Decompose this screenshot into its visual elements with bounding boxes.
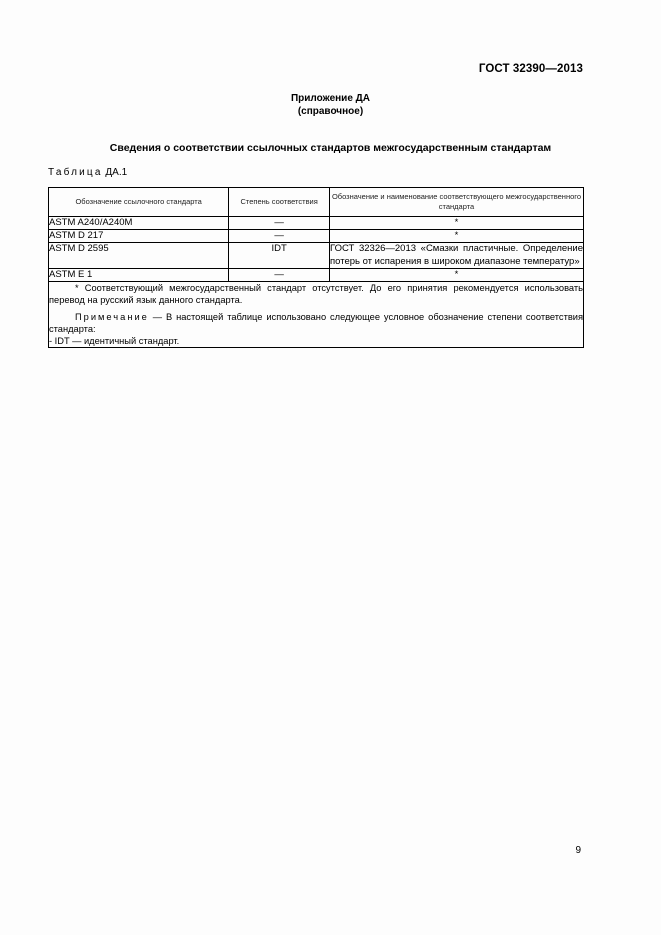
table-row <box>49 217 584 230</box>
table-caption-label: Таблица <box>48 167 103 178</box>
page-number: 9 <box>575 845 581 856</box>
table-note <box>49 311 583 335</box>
cell-degree: — <box>229 230 330 243</box>
appendix-heading <box>0 92 661 118</box>
table-row <box>49 230 584 243</box>
table-row <box>49 243 584 269</box>
table-caption-number: ДА.1 <box>105 167 128 178</box>
table-caption <box>48 167 127 178</box>
note-text: — В настоящей таблице использовано следующее условное обозначение степени соответствия стандарта: <box>49 312 583 334</box>
correspondence-table <box>48 187 584 348</box>
header-ref-standard: Обозначение ссылочного стандарта <box>49 188 229 217</box>
table-row <box>49 269 584 282</box>
table-header-row <box>49 188 584 217</box>
table-notes <box>49 282 584 348</box>
table-footnote: * Соответствующий межгосударственный стандарт отсутствует. До его принятия рекомендуется использовать перевод на русский язык данного стандарта. <box>49 283 583 305</box>
cell-degree: IDT <box>229 243 330 269</box>
cell-degree: — <box>229 217 330 230</box>
appendix-title: Приложение ДА <box>290 93 371 104</box>
cell-interstate-standard: ГОСТ 32326—2013 «Смазки пластичные. Определение потерь от испарения в широком диапазоне температур» <box>329 243 583 267</box>
document-code: ГОСТ 32390—2013 <box>478 63 583 75</box>
cell-ref-standard: ASTM D 2595 <box>49 243 229 269</box>
header-degree: Степень соответствия <box>229 188 330 217</box>
cell-interstate-standard: * <box>329 217 583 230</box>
appendix-subtitle: (справочное) <box>297 106 364 117</box>
cell-interstate-standard: * <box>329 269 583 282</box>
cell-ref-standard: ASTM D 217 <box>49 230 229 243</box>
cell-interstate-standard: * <box>329 230 583 243</box>
note-label: Примечание <box>75 312 149 322</box>
cell-degree: — <box>229 269 330 282</box>
header-interstate-standard: Обозначение и наименование соответствующего межгосударственного стандарта <box>329 188 583 217</box>
cell-ref-standard: ASTM E 1 <box>49 269 229 282</box>
table-notes-row <box>49 282 584 348</box>
section-title: Сведения о соответствии ссылочных стандартов межгосударственным стандартам <box>109 142 552 154</box>
cell-ref-standard: ASTM A240/A240M <box>49 217 229 230</box>
note-item: - IDT — идентичный стандарт. <box>49 336 180 346</box>
